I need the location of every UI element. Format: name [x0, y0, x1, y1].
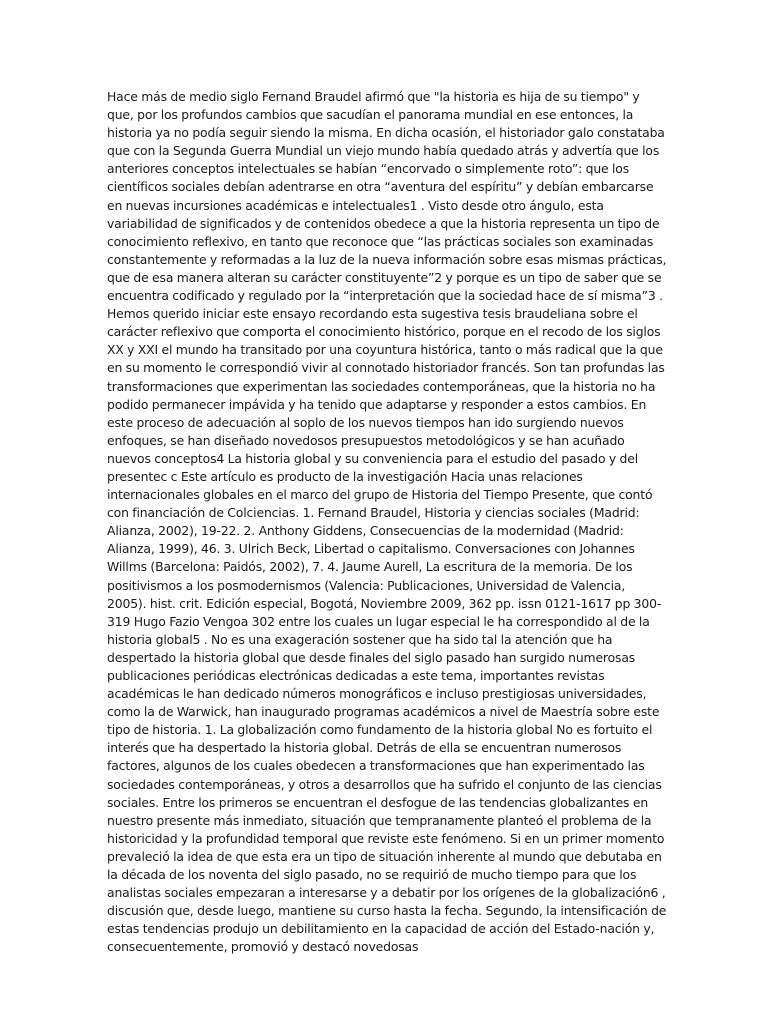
body-paragraph: Hace más de medio siglo Fernand Braudel afirmó que "la historia es hija de su tiempo" y que, por los profundos cambios que sacudían el panorama mundial en ese entonces, la historia ya no podía seguir siendo la misma. En dicha ocasión, el historiador galo constataba que con la Segunda Guerra Mundial un viejo mundo había quedado atrás y advertía que los anteriores conceptos intelectuales se habían “encorvado o simplemente roto”: que los científicos sociales debían adentrarse en otra “aventura del espíritu” y debían embarcarse en nuevas incursiones académicas e intelectuales1 . Visto desde otro ángulo, esta variabilidad de significados y de contenidos obedece a que la historia representa un tipo de conocimiento reflexivo, en tanto que reconoce que “las prácticas sociales son examinadas constantemente y reformadas a la luz de la nueva información sobre esas mismas prácticas, que de esa manera alteran su carácter constituyente”2 y porque es un tipo de saber que se encuentra codificado y regulado por la “interpretación que la sociedad hace de sí misma”3 . Hemos querido iniciar este ensayo recordando esta sugestiva tesis braudeliana sobre el carácter reflexivo que comporta el conocimiento histórico, porque en el recodo de los siglos XX y XXI el mundo ha transitado por una coyuntura histórica, tanto o más radical que la que en su momento le correspondió vivir al connotado historiador francés. Son tan profundas las transformaciones que experimentan las sociedades contemporáneas, que la historia no ha podido permanecer impávida y ha tenido que adaptarse y responder a estos cambios. En este proceso de adecuación al soplo de los nuevos tiempos han ido surgiendo nuevos enfoques, se han diseñado novedosos presupuestos metodológicos y se han acuñado nuevos conceptos4 La historia global y su conveniencia para el estudio del pasado y del presentec c Este artículo es producto de la investigación Hacia unas relaciones internacionales globales en el marco del grupo de Historia del Tiempo Presente, que contó con financiación de Colciencias. 1. Fernand Braudel, Historia y ciencias sociales (Madrid: Alianza, 2002), 19-22. 2. Anthony Giddens, Consecuencias de la modernidad (Madrid: Alianza, 1999), 46. 3. Ulrich Beck, Libertad o capitalismo. Conversaciones con Johannes Willms (Barcelona: Paidós, 2002), 7. 4. Jaume Aurell, La escritura de la memoria. De los positivismos a los posmodernismos (Valencia: Publicaciones, Universidad de Valencia, 2005). hist. crit. Edición especial, Bogotá, Noviembre 2009, 362 pp. issn 0121-1617 pp 300-319 Hugo Fazio Vengoa 302 entre los cuales un lugar especial le ha correspondido al de la historia global5 . No es una exageración sostener que ha sido tal la atención que ha despertado la historia global que desde finales del siglo pasado han surgido numerosas publicaciones periódicas electrónicas dedicadas a este tema, importantes revistas académicas le han dedicado números monográficos e incluso prestigiosas universidades, como la de Warwick, han inaugurado programas académicos a nivel de Maestría sobre este tipo de historia. 1. La globalización como fundamento de la historia global No es fortuito el interés que ha despertado la historia global. Detrás de ella se encuentran numerosos factores, algunos de los cuales obedecen a transformaciones que han experimentado las sociedades contemporáneas, y otros a desarrollos que ha sufrido el conjunto de las ciencias sociales. Entre los primeros se encuentran el desfogue de las tendencias globalizantes en nuestro presente más inmediato, situación que tempranamente planteó el problema de la historicidad y la profundidad temporal que reviste este fenómeno. Si en un primer momento prevaleció la idea de que esta era un tipo de situación inherente al mundo que debutaba en la década de los noventa del siglo pasado, no se requirió de mucho tiempo para que los analistas sociales empezaran a interesarse y a debatir por los orígenes de la globalización6 , discusión que, desde luego, mantiene su curso hasta la fecha. Segundo, la intensificación de estas tendencias produjo un debilitamiento en la capacidad de acción del Estado-nación y, consecuentemente, promovió y destacó novedosas — [107, 89, 667, 955]
document-page — [107, 88, 667, 957]
